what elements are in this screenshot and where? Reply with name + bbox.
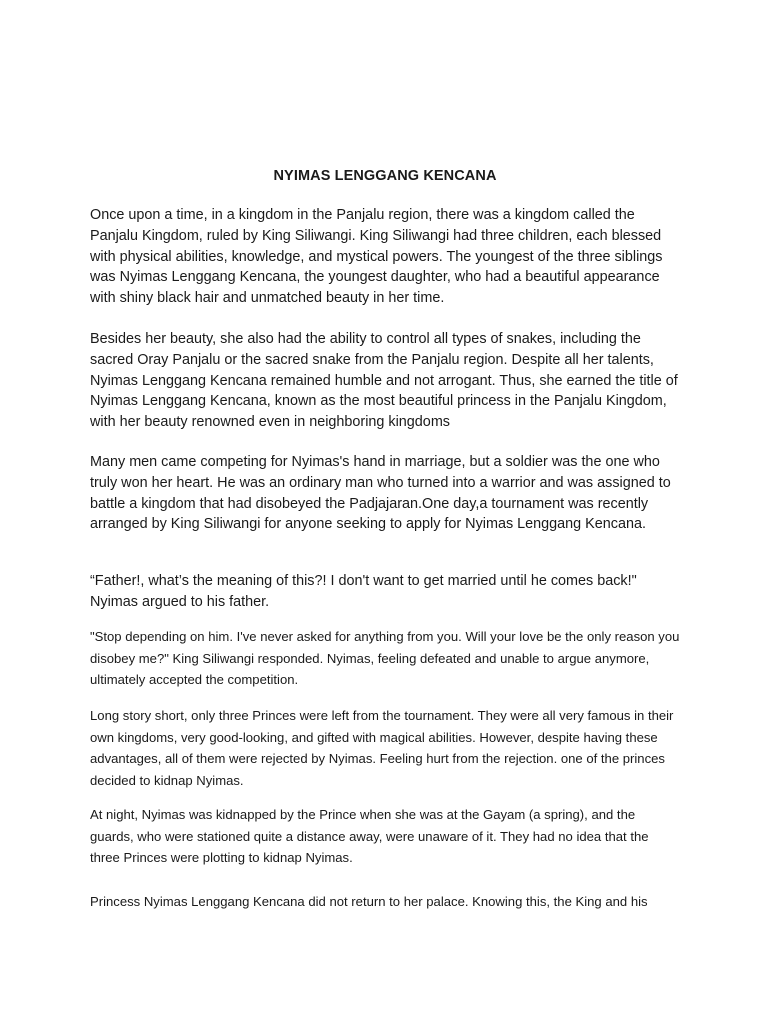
paragraph-4: “Father!, what’s the meaning of this?! I don't want to get married until he comes back!" Nyimas argued to his father. xyxy=(90,573,637,610)
paragraph-6: Long story short, only three Princes were left from the tournament. They were all very famous in their own kingdoms, very good-looking, and gifted with magical abilities. However, despite having these advantages, all of them were rejected by Nyimas. Feeling hurt from the rejection. one of the princes decided to kidnap Nyimas. xyxy=(90,708,674,788)
paragraph-2: Besides her beauty, she also had the ability to control all types of snakes, including the sacred Oray Panjalu or the sacred snake from the Panjalu region. Despite all her talents, Nyimas Lenggang Kencana remained humble and not arrogant. Thus, she earned the title of Nyimas Lenggang Kencana, known as the most beautiful princess in the Panjalu Kingdom, with her beauty renowned even in neighboring kingdoms xyxy=(90,331,678,431)
paragraph-3: Many men came competing for Nyimas's hand in marriage, but a soldier was the one who truly won her heart. He was an ordinary man who turned into a warrior and was assigned to battle a kingdom that had disobeyed the Padjajaran.One day,a tournament was recently arranged by King Siliwangi for anyone seeking to apply for Nyimas Lenggang Kencana. xyxy=(90,454,671,533)
story-title: NYIMAS LENGGANG KENCANA xyxy=(273,168,497,184)
paragraph-1: Once upon a time, in a kingdom in the Panjalu region, there was a kingdom called the Panjalu Kingdom, ruled by King Siliwangi. King Siliwangi had three children, each blessed with physical abilities, knowledge, and mystical powers. The youngest of the three siblings was Nyimas Lenggang Kencana, the youngest daughter, who had a beautiful appearance with shiny black hair and unmatched beauty in her time. xyxy=(90,207,663,307)
paragraph-7: At night, Nyimas was kidnapped by the Prince when she was at the Gayam (a spring), and the guards, who were stationed quite a distance away, were unaware of it. They had no idea that the three Princes were plotting to kidnap Nyimas. xyxy=(90,807,649,866)
paragraph-5: "Stop depending on him. I've never asked for anything from you. Will your love be the only reason you disobey me?" King Siliwangi responded. Nyimas, feeling defeated and unable to argue anymore, ultimately accepted the competition. xyxy=(90,629,680,688)
paragraph-8: Princess Nyimas Lenggang Kencana did not return to her palace. Knowing this, the King and his xyxy=(90,894,648,909)
